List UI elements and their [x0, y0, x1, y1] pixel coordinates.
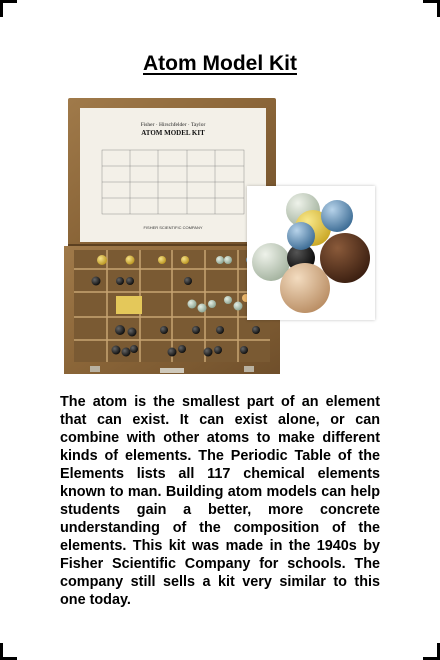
kit-card-line1: Fisher · Hirschfelder · Taylor	[140, 122, 206, 128]
crop-mark-bottom-left	[0, 643, 17, 660]
crop-mark-top-left	[0, 0, 17, 17]
kit-card-line2: ATOM MODEL KIT	[141, 129, 205, 137]
description-paragraph: The atom is the smallest part of an element that can exist. It can exist alone, or can combine with other atoms to make different kinds of elements. The Periodic Table of the Elements lists all 117 chemical elements known to man. Building atom models can help students gain a better, more concrete understanding of the composition of the elements. This kit was made in the 1940s by Fisher Scientific Company for schools. The company still sells a kit very similar to this one today.	[60, 394, 380, 608]
crop-mark-top-right	[423, 0, 440, 17]
crop-mark-bottom-right	[423, 643, 440, 660]
kit-card-footer: FISHER SCIENTIFIC COMPANY	[143, 225, 203, 230]
atom-model-closeup-photo	[247, 186, 375, 320]
page-title: Atom Model Kit	[143, 52, 297, 75]
